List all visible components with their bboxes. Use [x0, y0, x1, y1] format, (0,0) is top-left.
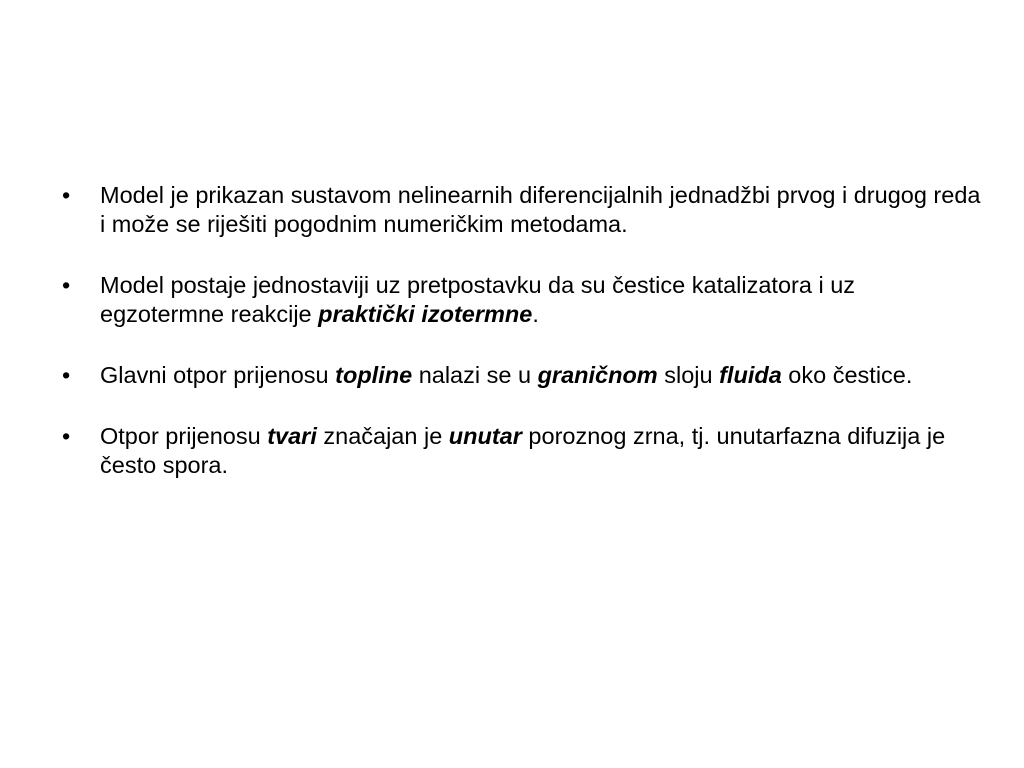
emphasized-term: fluida [719, 362, 782, 388]
bullet-text [100, 362, 912, 388]
bullet-item [62, 361, 982, 390]
bullet-marker: • [62, 272, 71, 298]
emphasized-term: tvari [267, 423, 317, 449]
bullet-text [100, 272, 855, 327]
text-segment: nalazi se u [412, 362, 538, 388]
text-segment: . [532, 301, 539, 327]
bullet-marker: • [62, 182, 71, 208]
emphasized-term: praktički izotermne [318, 301, 533, 327]
text-segment: poroznog zrna, tj. unutarfazna difuzija je često spora. [100, 423, 946, 478]
emphasized-term: unutar [448, 423, 522, 449]
bullet-text [100, 423, 945, 478]
text-segment: oko čestice. [781, 362, 913, 388]
bullet-text [100, 182, 980, 237]
emphasized-term: topline [335, 362, 413, 388]
bullet-list [62, 181, 982, 512]
text-segment: Model postaje jednostaviji uz pretpostavku da su čestice katalizatora i uz egzotermne reakcije [100, 272, 856, 327]
bullet-item [62, 181, 982, 239]
bullet-marker: • [62, 423, 71, 449]
text-segment: sloju [657, 362, 720, 388]
text-segment: Glavni otpor prijenosu [100, 362, 336, 388]
text-segment: Otpor prijenosu [100, 423, 268, 449]
bullet-item [62, 271, 982, 329]
bullet-item [62, 422, 982, 480]
text-segment: značajan je [316, 423, 449, 449]
emphasized-term: graničnom [537, 362, 658, 388]
bullet-marker: • [62, 362, 71, 388]
text-segment: Model je prikazan sustavom nelinearnih diferencijalnih jednadžbi prvog i drugog reda i može se riješiti pogodnim numeričkim metodama. [100, 182, 981, 237]
